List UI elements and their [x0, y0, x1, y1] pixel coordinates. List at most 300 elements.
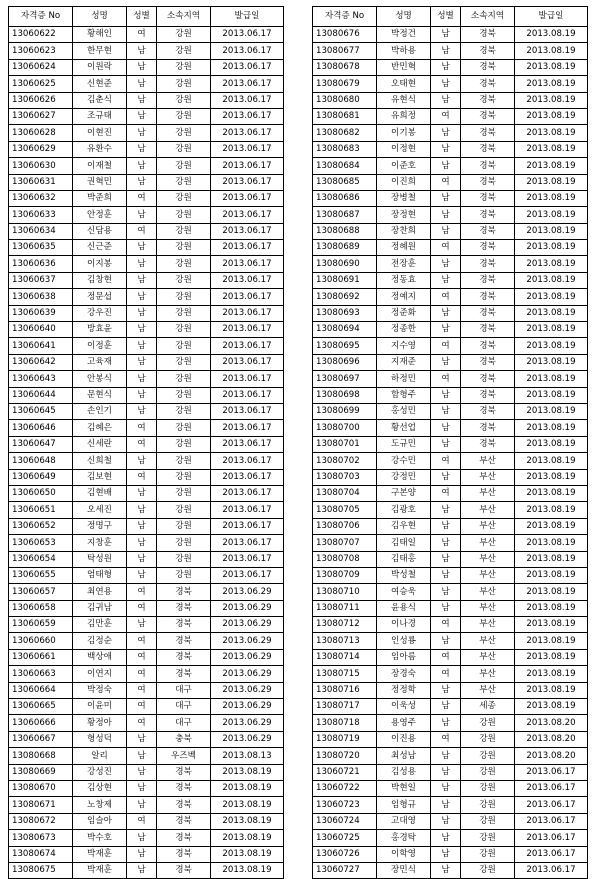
region-cell: 강원	[157, 453, 211, 469]
issue-date-cell: 2013.08.19	[515, 43, 588, 59]
table-row	[9, 289, 284, 305]
table-row	[9, 76, 284, 92]
region-cell: 강원	[157, 174, 211, 190]
name-cell: 김광호	[377, 502, 431, 518]
table-row	[313, 436, 588, 452]
name-cell: 강수민	[377, 453, 431, 469]
cert-no-cell: 13080698	[313, 387, 377, 403]
issue-date-cell: 2013.08.19	[515, 682, 588, 698]
region-cell: 강원	[157, 43, 211, 59]
cert-no-cell: 13080679	[313, 76, 377, 92]
gender-cell: 남	[431, 125, 461, 141]
cert-no-cell: 13080715	[313, 666, 377, 682]
gender-cell: 남	[431, 469, 461, 485]
gender-cell: 남	[431, 190, 461, 206]
gender-cell: 여	[127, 600, 157, 616]
table-row	[313, 223, 588, 239]
gender-cell: 남	[127, 518, 157, 534]
region-cell: 강원	[157, 485, 211, 501]
name-cell: 장정현	[377, 207, 431, 223]
name-cell: 장찬희	[377, 223, 431, 239]
gender-cell: 남	[431, 699, 461, 715]
region-cell: 부산	[461, 469, 515, 485]
cert-no-cell: 13080680	[313, 92, 377, 108]
region-cell: 경북	[461, 387, 515, 403]
issue-date-cell: 2013.06.17	[515, 813, 588, 829]
name-cell: 손인기	[73, 403, 127, 419]
region-cell: 경북	[461, 174, 515, 190]
gender-cell: 여	[431, 731, 461, 747]
issue-date-cell: 2013.06.17	[211, 485, 284, 501]
issue-date-cell: 2013.06.17	[211, 43, 284, 59]
table-row	[9, 92, 284, 108]
issue-date-cell: 2013.08.19	[515, 354, 588, 370]
gender-cell: 남	[431, 797, 461, 813]
table-row	[313, 715, 588, 731]
gender-cell: 여	[127, 699, 157, 715]
table-row	[9, 371, 284, 387]
cert-no-cell: 13060628	[9, 125, 73, 141]
cert-no-cell: 13080696	[313, 354, 377, 370]
issue-date-cell: 2013.06.17	[211, 92, 284, 108]
table-row	[9, 453, 284, 469]
name-cell: 지창훈	[73, 535, 127, 551]
table-row	[313, 272, 588, 288]
gender-cell: 남	[127, 797, 157, 813]
gender-cell: 남	[431, 223, 461, 239]
region-cell: 강원	[157, 518, 211, 534]
table-row	[9, 649, 284, 665]
region-cell: 강원	[157, 371, 211, 387]
table-row	[9, 158, 284, 174]
table-row	[9, 862, 284, 878]
issue-date-cell: 2013.08.20	[515, 715, 588, 731]
region-cell: 강원	[461, 748, 515, 764]
name-cell: 김춘식	[73, 92, 127, 108]
table-row	[9, 469, 284, 485]
table-row	[313, 551, 588, 567]
issue-date-cell: 2013.06.17	[211, 141, 284, 157]
table-row	[313, 289, 588, 305]
region-cell: 강원	[157, 59, 211, 75]
table-row	[9, 190, 284, 206]
cert-no-cell: 13080688	[313, 223, 377, 239]
issue-date-cell: 2013.06.17	[211, 551, 284, 567]
header-cert-no: 자격증 No	[9, 7, 73, 27]
region-cell: 경북	[157, 862, 211, 878]
gender-cell: 남	[127, 617, 157, 633]
name-cell: 이기봉	[377, 125, 431, 141]
name-cell: 유희정	[377, 108, 431, 124]
region-cell: 부산	[461, 502, 515, 518]
header-gender: 성별	[127, 7, 157, 27]
region-cell: 경북	[461, 338, 515, 354]
issue-date-cell: 2013.06.17	[211, 190, 284, 206]
issue-date-cell: 2013.08.19	[515, 453, 588, 469]
name-cell: 신희철	[73, 453, 127, 469]
issue-date-cell: 2013.08.19	[515, 108, 588, 124]
name-cell: 용영주	[377, 715, 431, 731]
gender-cell: 여	[127, 633, 157, 649]
name-cell: 조규태	[73, 108, 127, 124]
issue-date-cell: 2013.08.19	[515, 469, 588, 485]
region-cell: 경북	[157, 633, 211, 649]
region-cell: 경북	[157, 764, 211, 780]
gender-cell: 남	[431, 43, 461, 59]
region-cell: 부산	[461, 682, 515, 698]
name-cell: 정문섭	[73, 289, 127, 305]
name-cell: 신세란	[73, 436, 127, 452]
table-row	[9, 27, 284, 43]
table-row	[9, 43, 284, 59]
issue-date-cell: 2013.08.20	[515, 748, 588, 764]
cert-no-cell: 13060722	[313, 780, 377, 796]
region-cell: 경북	[461, 289, 515, 305]
region-cell: 경북	[461, 420, 515, 436]
gender-cell: 남	[127, 371, 157, 387]
issue-date-cell: 2013.08.19	[515, 322, 588, 338]
name-cell: 정혜원	[377, 240, 431, 256]
gender-cell: 남	[431, 354, 461, 370]
issue-date-cell: 2013.08.19	[515, 699, 588, 715]
gender-cell: 남	[431, 830, 461, 846]
gender-cell: 남	[431, 682, 461, 698]
name-cell: 함형주	[377, 387, 431, 403]
region-cell: 강원	[157, 76, 211, 92]
name-cell: 장병철	[377, 190, 431, 206]
table-row	[9, 338, 284, 354]
gender-cell: 남	[431, 76, 461, 92]
name-cell: 하정민	[377, 371, 431, 387]
gender-cell: 남	[127, 567, 157, 583]
cert-no-cell: 13060657	[9, 584, 73, 600]
table-row	[313, 699, 588, 715]
issue-date-cell: 2013.06.17	[211, 354, 284, 370]
name-cell: 형성덕	[73, 731, 127, 747]
region-cell: 강원	[157, 108, 211, 124]
issue-date-cell: 2013.08.19	[515, 207, 588, 223]
region-cell: 부산	[461, 584, 515, 600]
gender-cell: 여	[127, 682, 157, 698]
gender-cell: 남	[127, 862, 157, 878]
cert-no-cell: 13060665	[9, 699, 73, 715]
issue-date-cell: 2013.08.19	[515, 567, 588, 583]
name-cell: 전장훈	[377, 256, 431, 272]
cert-no-cell: 13060652	[9, 518, 73, 534]
region-cell: 강원	[157, 158, 211, 174]
name-cell: 이나경	[377, 617, 431, 633]
issue-date-cell: 2013.08.19	[515, 256, 588, 272]
cert-no-cell: 13060646	[9, 420, 73, 436]
gender-cell: 남	[127, 322, 157, 338]
cert-no-cell: 13080720	[313, 748, 377, 764]
gender-cell: 남	[431, 207, 461, 223]
table-row	[313, 158, 588, 174]
gender-cell: 남	[431, 158, 461, 174]
region-cell: 부산	[461, 518, 515, 534]
issue-date-cell: 2013.08.13	[211, 748, 284, 764]
gender-cell: 여	[431, 485, 461, 501]
issue-date-cell: 2013.06.17	[211, 322, 284, 338]
region-cell: 경북	[157, 780, 211, 796]
cert-no-cell: 13080670	[9, 780, 73, 796]
table-row	[313, 600, 588, 616]
issue-date-cell: 2013.06.17	[211, 518, 284, 534]
cert-no-cell: 13060659	[9, 617, 73, 633]
table-row	[9, 502, 284, 518]
issue-date-cell: 2013.08.19	[515, 174, 588, 190]
issue-date-cell: 2013.06.17	[211, 289, 284, 305]
region-cell: 경북	[157, 830, 211, 846]
cert-no-cell: 13060649	[9, 469, 73, 485]
table-row	[313, 780, 588, 796]
table-row	[313, 862, 588, 878]
cert-no-cell: 13080719	[313, 731, 377, 747]
region-cell: 강원	[157, 289, 211, 305]
issue-date-cell: 2013.08.19	[515, 387, 588, 403]
name-cell: 여승욱	[377, 584, 431, 600]
cert-no-cell: 13080710	[313, 584, 377, 600]
name-cell: 이현진	[73, 125, 127, 141]
name-cell: 알리	[73, 748, 127, 764]
gender-cell: 남	[127, 108, 157, 124]
cert-no-cell: 13080701	[313, 436, 377, 452]
issue-date-cell: 2013.06.17	[211, 158, 284, 174]
region-cell: 경북	[157, 600, 211, 616]
name-cell: 이욱성	[377, 699, 431, 715]
issue-date-cell: 2013.08.19	[515, 125, 588, 141]
region-cell: 강원	[157, 92, 211, 108]
region-cell: 대구	[157, 682, 211, 698]
gender-cell: 남	[127, 174, 157, 190]
cert-no-cell: 13080697	[313, 371, 377, 387]
cert-no-cell: 13060653	[9, 535, 73, 551]
header-issue-date: 발급일	[515, 7, 588, 27]
name-cell: 노창제	[73, 797, 127, 813]
issue-date-cell: 2013.08.19	[211, 780, 284, 796]
table-row	[9, 108, 284, 124]
issue-date-cell: 2013.06.29	[211, 600, 284, 616]
issue-date-cell: 2013.08.19	[515, 600, 588, 616]
issue-date-cell: 2013.06.29	[211, 649, 284, 665]
issue-date-cell: 2013.08.19	[515, 633, 588, 649]
region-cell: 부산	[461, 633, 515, 649]
region-cell: 강원	[157, 535, 211, 551]
issue-date-cell: 2013.08.19	[515, 190, 588, 206]
gender-cell: 남	[431, 715, 461, 731]
name-cell: 정예지	[377, 289, 431, 305]
table-row	[313, 92, 588, 108]
table-row	[9, 846, 284, 862]
cert-no-cell: 13060630	[9, 158, 73, 174]
cert-no-cell: 13080671	[9, 797, 73, 813]
region-cell: 경북	[461, 305, 515, 321]
gender-cell: 남	[127, 453, 157, 469]
table-row	[313, 617, 588, 633]
name-cell: 인성룡	[377, 633, 431, 649]
name-cell: 박성철	[377, 567, 431, 583]
table-row	[313, 666, 588, 682]
issue-date-cell: 2013.06.17	[211, 535, 284, 551]
cert-no-cell: 13060650	[9, 485, 73, 501]
table-row	[313, 371, 588, 387]
issue-date-cell: 2013.06.29	[211, 584, 284, 600]
table-row	[313, 174, 588, 190]
name-cell: 정준화	[377, 305, 431, 321]
cert-no-cell: 13080706	[313, 518, 377, 534]
region-cell: 충북	[157, 731, 211, 747]
table-row	[313, 453, 588, 469]
cert-no-cell: 13060626	[9, 92, 73, 108]
issue-date-cell: 2013.06.29	[211, 666, 284, 682]
cert-no-cell: 13080681	[313, 108, 377, 124]
cert-no-cell: 13080694	[313, 322, 377, 338]
issue-date-cell: 2013.08.19	[515, 92, 588, 108]
cert-no-cell: 13080690	[313, 256, 377, 272]
name-cell: 이원락	[73, 59, 127, 75]
name-cell: 강정민	[377, 469, 431, 485]
name-cell: 반민혁	[377, 59, 431, 75]
table-row	[9, 715, 284, 731]
table-row	[9, 305, 284, 321]
table-row	[313, 338, 588, 354]
gender-cell: 여	[127, 436, 157, 452]
header-name: 성명	[377, 7, 431, 27]
cert-no-cell: 13060725	[313, 830, 377, 846]
name-cell: 강우진	[73, 305, 127, 321]
table-row	[313, 322, 588, 338]
gender-cell: 남	[431, 862, 461, 878]
gender-cell: 남	[431, 633, 461, 649]
issue-date-cell: 2013.08.19	[515, 649, 588, 665]
region-cell: 경북	[461, 59, 515, 75]
issue-date-cell: 2013.08.19	[211, 862, 284, 878]
table-row	[9, 535, 284, 551]
cert-no-cell: 13060726	[313, 846, 377, 862]
name-cell: 지재준	[377, 354, 431, 370]
cert-no-cell: 13060641	[9, 338, 73, 354]
gender-cell: 여	[127, 469, 157, 485]
name-cell: 장경숙	[377, 666, 431, 682]
table-row	[9, 256, 284, 272]
region-cell: 경북	[157, 666, 211, 682]
name-cell: 김상현	[73, 780, 127, 796]
issue-date-cell: 2013.08.19	[211, 830, 284, 846]
issue-date-cell: 2013.06.17	[211, 453, 284, 469]
table-row	[9, 485, 284, 501]
gender-cell: 남	[127, 125, 157, 141]
gender-cell: 여	[127, 190, 157, 206]
gender-cell: 남	[127, 59, 157, 75]
name-cell: 김혜은	[73, 420, 127, 436]
table-row	[313, 240, 588, 256]
table-row	[313, 403, 588, 419]
issue-date-cell: 2013.08.19	[515, 617, 588, 633]
region-cell: 강원	[157, 502, 211, 518]
gender-cell: 남	[127, 141, 157, 157]
name-cell: 황선업	[377, 420, 431, 436]
issue-date-cell: 2013.06.17	[211, 502, 284, 518]
table-row	[313, 764, 588, 780]
region-cell: 경북	[157, 813, 211, 829]
region-cell: 경북	[461, 108, 515, 124]
cert-no-cell: 13060632	[9, 190, 73, 206]
issue-date-cell: 2013.06.17	[211, 76, 284, 92]
gender-cell: 남	[127, 846, 157, 862]
gender-cell: 남	[431, 567, 461, 583]
table-row	[313, 535, 588, 551]
header-name: 성명	[73, 7, 127, 27]
gender-cell: 남	[127, 92, 157, 108]
name-cell: 이진용	[377, 731, 431, 747]
region-cell: 대구	[157, 699, 211, 715]
gender-cell: 여	[127, 420, 157, 436]
table-row	[313, 797, 588, 813]
cert-no-cell: 13080712	[313, 617, 377, 633]
name-cell: 이학영	[377, 846, 431, 862]
cert-no-cell: 13080703	[313, 469, 377, 485]
cert-no-cell: 13080718	[313, 715, 377, 731]
name-cell: 안봉식	[73, 371, 127, 387]
issue-date-cell: 2013.08.19	[515, 27, 588, 43]
gender-cell: 남	[431, 748, 461, 764]
cert-no-cell: 13060663	[9, 666, 73, 682]
name-cell: 김만훈	[73, 617, 127, 633]
name-cell: 방효윤	[73, 322, 127, 338]
gender-cell: 남	[127, 764, 157, 780]
cert-no-cell: 13080668	[9, 748, 73, 764]
name-cell: 임형규	[377, 797, 431, 813]
issue-date-cell: 2013.08.19	[515, 223, 588, 239]
name-cell: 임슬아	[73, 813, 127, 829]
name-cell: 이정훈	[73, 338, 127, 354]
gender-cell: 남	[431, 141, 461, 157]
region-cell: 경북	[461, 272, 515, 288]
issue-date-cell: 2013.06.29	[211, 699, 284, 715]
issue-date-cell: 2013.08.20	[515, 731, 588, 747]
issue-date-cell: 2013.06.17	[211, 174, 284, 190]
issue-date-cell: 2013.08.19	[211, 846, 284, 862]
region-cell: 강원	[157, 354, 211, 370]
issue-date-cell: 2013.06.17	[211, 567, 284, 583]
gender-cell: 남	[127, 780, 157, 796]
region-cell: 경북	[157, 797, 211, 813]
region-cell: 경북	[461, 403, 515, 419]
region-cell: 경북	[461, 76, 515, 92]
cert-no-cell: 13060643	[9, 371, 73, 387]
table-row	[313, 567, 588, 583]
region-cell: 경북	[461, 125, 515, 141]
name-cell: 김보현	[73, 469, 127, 485]
issue-date-cell: 2013.08.19	[515, 584, 588, 600]
issue-date-cell: 2013.08.19	[515, 535, 588, 551]
table-row	[9, 780, 284, 796]
issue-date-cell: 2013.08.19	[515, 141, 588, 157]
table-row	[9, 633, 284, 649]
gender-cell: 남	[431, 420, 461, 436]
name-cell: 윤용식	[377, 600, 431, 616]
gender-cell: 여	[127, 223, 157, 239]
name-cell: 김귀남	[73, 600, 127, 616]
name-cell: 박현일	[377, 780, 431, 796]
cert-no-cell: 13060625	[9, 76, 73, 92]
gender-cell: 여	[127, 666, 157, 682]
region-cell: 세종	[461, 699, 515, 715]
cert-no-cell: 13060633	[9, 207, 73, 223]
issue-date-cell: 2013.06.17	[211, 125, 284, 141]
issue-date-cell: 2013.06.17	[211, 371, 284, 387]
issue-date-cell: 2013.06.17	[515, 764, 588, 780]
